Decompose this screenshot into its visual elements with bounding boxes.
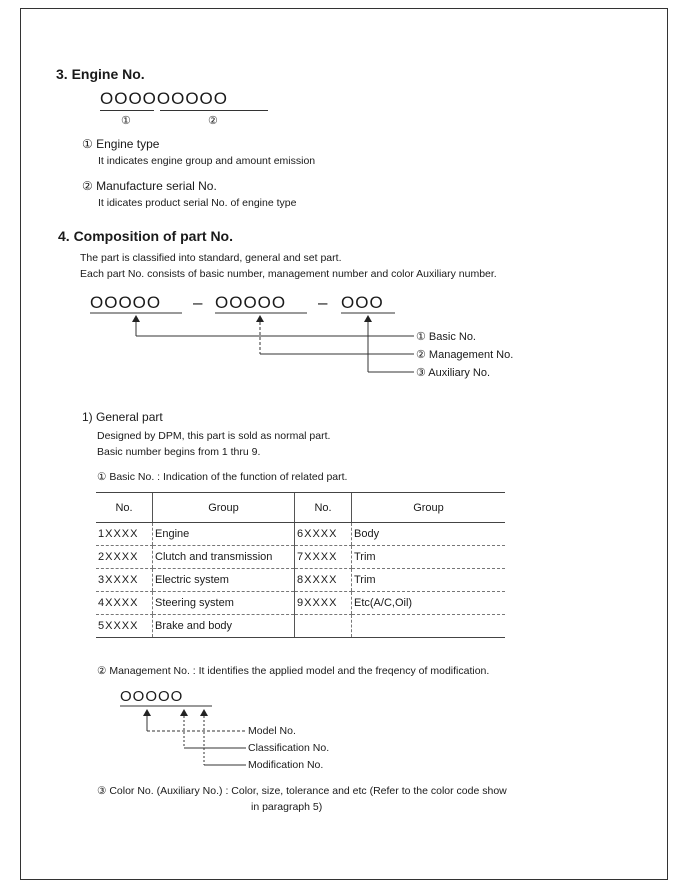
- cell-group: Etc(A/C,Oil): [352, 592, 506, 615]
- table-row: [96, 546, 505, 569]
- cell-group: [352, 615, 506, 638]
- cell-no: 2XXXX: [96, 546, 153, 569]
- header-group-2: Group: [352, 493, 506, 523]
- table-row: [96, 569, 505, 592]
- table-header-row: [96, 493, 505, 523]
- auxiliary-no-circles: OOO: [341, 293, 384, 312]
- basic-no-caption: ① Basic No. : Indication of the function of related part.: [97, 471, 348, 483]
- engine-mark-1: ①: [121, 115, 131, 127]
- cell-group: Electric system: [153, 569, 295, 592]
- cell-group: Steering system: [153, 592, 295, 615]
- section-4-intro-1: The part is classified into standard, general and set part.: [80, 252, 342, 264]
- engine-type-title: ① Engine type: [82, 137, 160, 151]
- cell-group: Body: [352, 523, 506, 546]
- cell-no: 4XXXX: [96, 592, 153, 615]
- serial-desc: It idicates product serial No. of engine type: [98, 197, 297, 209]
- serial-title: ② Manufacture serial No.: [82, 179, 217, 193]
- basic-no-table: [96, 492, 505, 638]
- label-modification-no: Modification No.: [248, 759, 324, 771]
- header-no-1: No.: [96, 493, 153, 523]
- label-basic-no: ① Basic No.: [416, 331, 476, 343]
- dash-2: –: [318, 293, 329, 312]
- table-row: [96, 523, 505, 546]
- table-row: [96, 615, 505, 638]
- section-3-title: 3. Engine No.: [56, 66, 145, 82]
- header-no-2: No.: [295, 493, 352, 523]
- section-4-title: 4. Composition of part No.: [58, 228, 233, 244]
- color-no-caption-2: in paragraph 5): [251, 801, 323, 813]
- cell-group: Clutch and transmission: [153, 546, 295, 569]
- cell-no: 7XXXX: [295, 546, 352, 569]
- cell-no: 5XXXX: [96, 615, 153, 638]
- cell-group: Engine: [153, 523, 295, 546]
- section-4-intro-2: Each part No. consists of basic number, management number and color Auxiliary number.: [80, 268, 497, 280]
- general-desc-2: Basic number begins from 1 thru 9.: [97, 446, 261, 458]
- cell-no: 3XXXX: [96, 569, 153, 592]
- color-no-caption-1: ③ Color No. (Auxiliary No.) : Color, size, tolerance and etc (Refer to the color code show: [97, 785, 507, 797]
- engine-type-desc: It indicates engine group and amount emission: [98, 155, 316, 167]
- general-desc-1: Designed by DPM, this part is sold as normal part.: [97, 430, 331, 442]
- cell-group: Brake and body: [153, 615, 295, 638]
- cell-no: 9XXXX: [295, 592, 352, 615]
- cell-no: 8XXXX: [295, 569, 352, 592]
- cell-group: Trim: [352, 569, 506, 592]
- cell-no: 1XXXX: [96, 523, 153, 546]
- cell-group: Trim: [352, 546, 506, 569]
- label-management-no: ② Management No.: [416, 349, 514, 361]
- cell-no: [295, 615, 352, 638]
- dash-1: –: [193, 293, 204, 312]
- label-classification-no: Classification No.: [248, 742, 330, 754]
- table-row: [96, 592, 505, 615]
- management-no-circles: OOOOO: [215, 293, 287, 312]
- cell-no: 6XXXX: [295, 523, 352, 546]
- header-group-1: Group: [153, 493, 295, 523]
- label-auxiliary-no: ③ Auxiliary No.: [416, 367, 491, 379]
- engine-no-circles: OOOOOOOOO: [100, 89, 229, 108]
- basic-no-circles: OOOOO: [90, 293, 162, 312]
- label-model-no: Model No.: [248, 725, 296, 737]
- general-part-title: 1) General part: [82, 410, 163, 424]
- management-no-caption: ② Management No. : It identifies the applied model and the freqency of modification.: [97, 665, 490, 677]
- management-circles: OOOOO: [120, 688, 184, 705]
- engine-mark-2: ②: [208, 115, 218, 127]
